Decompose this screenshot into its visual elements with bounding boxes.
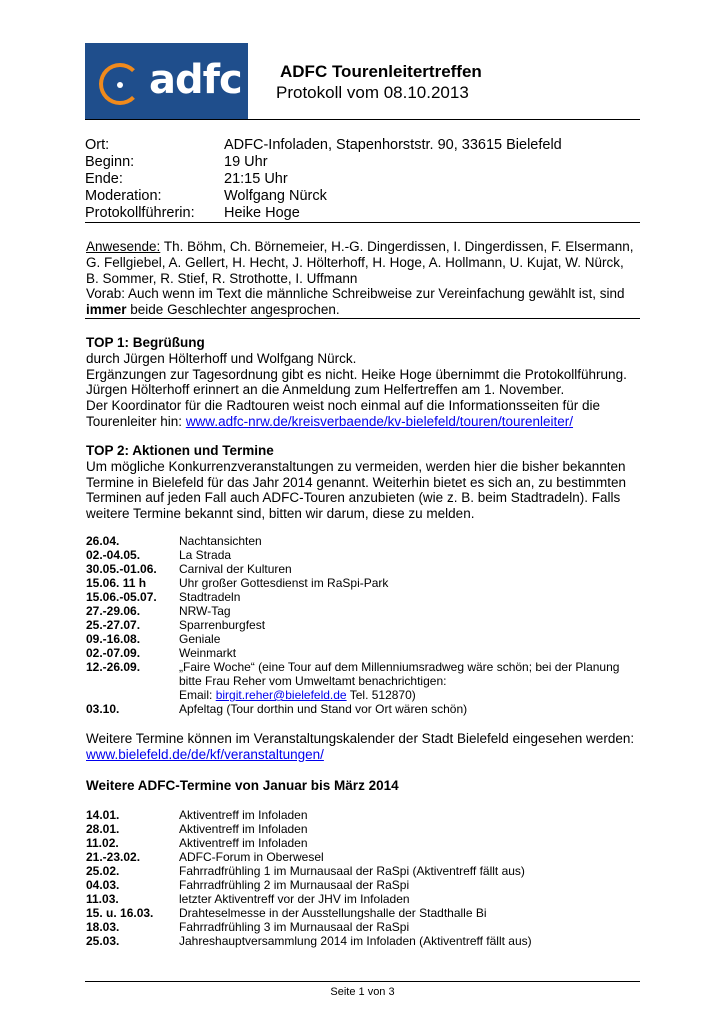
event-text: „Faire Woche“ (eine Tour auf dem Millenniumsradweg wäre schön; bei der Planung [179, 660, 620, 674]
attendees-line: G. Fellgiebel, A. Gellert, H. Hecht, J. Hölterhoff, H. Hoge, A. Hollmann, U. Kujat, W. Nürck, [86, 254, 624, 270]
event-date: 30.05.-01.06. [86, 562, 157, 576]
event-date: 12.-26.09. [86, 660, 141, 674]
top1-line: Ergänzungen zur Tagesordnung gibt es nicht. Heike Hoge übernimmt die Protokollführung. [86, 366, 627, 382]
list-item [86, 864, 532, 878]
meeting-info [85, 137, 562, 222]
event-date: 25.03. [86, 934, 120, 948]
info-row-moderation [85, 188, 562, 205]
top2-section [86, 443, 646, 522]
list-item [86, 878, 532, 892]
list-item [86, 646, 619, 660]
info-label: Moderation: [85, 188, 162, 204]
event-text: Tel. 512870) [346, 688, 416, 702]
disclaimer-line: Vorab: Auch wenn im Text die männliche Schreibweise zur Vereinfachung gewählt ist, sind [86, 286, 625, 302]
event-list [86, 534, 619, 716]
event-text: Jahreshauptversammlung 2014 im Infoladen (Aktiventreff fällt aus) [179, 934, 532, 948]
top2-line: Termine in Bielefeld für das Jahr 2014 genannt. Weiterhin bietet es sich an, zu bestimmten [86, 474, 627, 490]
event-date: 15.06.-05.07. [86, 590, 157, 604]
event-date: 28.01. [86, 822, 120, 836]
event-date: 09.-16.08. [86, 632, 141, 646]
top1-line: durch Jürgen Hölterhoff und Wolfgang Nürck. [86, 350, 357, 366]
list-item [86, 548, 619, 562]
list-item [86, 822, 532, 836]
info-label: Ort: [85, 137, 110, 153]
attendees-line: B. Sommer, R. Stief, R. Strothotte, I. Uffmann [86, 270, 358, 286]
event-date: 15.06. 11 h [86, 576, 147, 590]
event-date: 02.-07.09. [86, 646, 141, 660]
event-date: 25.-27.07. [86, 618, 141, 632]
event-text: Apfeltag (Tour dorthin und Stand vor Ort wären schön) [179, 702, 468, 716]
attendees-section [86, 239, 646, 318]
event-text: Carnival der Kulturen [179, 562, 292, 576]
list-item [86, 590, 619, 604]
top1-section [86, 335, 646, 430]
document-subtitle: Protokoll vom 08.10.2013 [276, 83, 469, 102]
event-date: 11.03. [86, 892, 119, 906]
header-divider [85, 119, 640, 120]
event-text: Fahrradfrühling 1 im Murnausaal der RaSpi (Aktiventreff fällt aus) [179, 864, 525, 878]
top2-line: weitere Termine bekannt sind, bitten wir darum, diese zu melden. [86, 506, 475, 522]
adfc-events-heading: Weitere ADFC-Termine von Januar bis März 2014 [86, 778, 399, 793]
info-label: Beginn: [85, 154, 135, 170]
event-text: Fahrradfrühling 2 im Murnausaal der RaSpi [179, 878, 410, 892]
event-date: 25.02. [86, 864, 120, 878]
info-value: Wolfgang Nürck [224, 188, 327, 204]
top1-line: Tourenleiter hin: [86, 413, 186, 429]
logo-dot-icon [117, 82, 123, 88]
event-text: NRW-Tag [179, 604, 231, 618]
event-text: La Strada [179, 548, 232, 562]
disclaimer-line: beide Geschlechter angesprochen. [126, 302, 340, 318]
event-date: 03.10. [86, 702, 120, 716]
info-divider [85, 222, 640, 223]
list-item-continuation [86, 688, 619, 702]
adfc-logo [85, 43, 248, 119]
event-text: Uhr großer Gottesdienst im RaSpi-Park [179, 576, 389, 590]
attendees-label: Anwesende: [86, 239, 161, 254]
page-number: Seite 1 von 3 [330, 986, 395, 998]
event-text: Geniale [179, 632, 221, 646]
event-date: 27.-29.06. [86, 604, 141, 618]
veranstaltungen-link[interactable]: www.bielefeld.de/de/kf/veranstaltungen/ [86, 746, 324, 762]
info-row-protokoll [85, 205, 562, 222]
info-value: 19 Uhr [224, 154, 268, 170]
event-date: 02.-04.05. [86, 548, 141, 562]
top1-line: Der Koordinator für die Radtouren weist noch einmal auf die Informationsseiten für die [86, 398, 601, 414]
list-item [86, 850, 532, 864]
event-text: Aktiventreff im Infoladen [179, 822, 308, 836]
event-date: 21.-23.02. [86, 850, 141, 864]
document-title: ADFC Tourenleitertreffen [280, 62, 482, 81]
attendees-divider [85, 318, 640, 319]
list-item [86, 576, 619, 590]
list-item [86, 920, 532, 934]
event-text: Fahrradfrühling 3 im Murnausaal der RaSpi [179, 920, 410, 934]
top1-heading: TOP 1: Begrüßung [86, 335, 205, 350]
event-date: 15. u. 16.03. [86, 906, 154, 920]
event-text: Email: [179, 688, 216, 702]
list-item [86, 660, 619, 674]
list-item [86, 892, 532, 906]
event-date: 04.03. [86, 878, 120, 892]
list-item [86, 604, 619, 618]
more-events-line: Weitere Termine können im Veranstaltungskalender der Stadt Bielefeld eingesehen werden: [86, 731, 635, 746]
list-item [86, 934, 532, 948]
adfc-event-list [86, 808, 532, 948]
event-text: Aktiventreff im Infoladen [179, 836, 308, 850]
info-label: Protokollführerin: [85, 205, 195, 221]
email-link[interactable]: birgit.reher@bielefeld.de [215, 688, 347, 702]
list-item [86, 632, 619, 646]
top2-line: Um mögliche Konkurrenzveranstaltungen zu vermeiden, werden hier die bisher bekannten [86, 458, 626, 474]
info-value: ADFC-Infoladen, Stapenhorststr. 90, 33615 Bielefeld [224, 137, 562, 153]
event-date: 11.02. [86, 836, 119, 850]
event-text: Sparrenburgfest [179, 618, 266, 632]
event-text: letzter Aktiventreff vor der JHV im Infoladen [179, 892, 410, 906]
top2-line: Terminen auf jeden Fall auch ADFC-Touren anzubieten (wie z. B. beim Stadtradeln). Falls [86, 490, 621, 506]
info-row-beginn [85, 154, 562, 171]
top1-line: Jürgen Hölterhoff erinnert an die Anmeldung zum Helfertreffen am 1. November. [86, 382, 565, 398]
footer-divider [85, 981, 640, 982]
top2-heading: TOP 2: Aktionen und Termine [86, 443, 274, 458]
attendees-line: Th. Böhm, Ch. Börnemeier, H.-G. Dingerdissen, I. Dingerdissen, F. Elsermann, [160, 239, 634, 254]
event-text: Weinmarkt [179, 646, 237, 660]
disclaimer-emphasis: immer [86, 302, 127, 318]
list-item [86, 562, 619, 576]
event-text: Aktiventreff im Infoladen [179, 808, 308, 822]
info-value: 21:15 Uhr [224, 171, 288, 187]
info-label: Ende: [85, 171, 123, 187]
event-date: 18.03. [86, 920, 120, 934]
info-row-ende [85, 171, 562, 188]
list-item [86, 906, 532, 920]
info-value: Heike Hoge [224, 205, 300, 221]
event-date: 14.01. [86, 808, 120, 822]
event-text: bitte Frau Reher vom Umweltamt benachrichtigen: [179, 674, 447, 688]
list-item [86, 702, 619, 716]
more-events-section [86, 731, 646, 763]
event-text: ADFC-Forum in Oberwesel [179, 850, 324, 864]
logo-text: adfc [149, 57, 242, 103]
info-row-ort [85, 137, 562, 154]
tourenleiter-link[interactable]: www.adfc-nrw.de/kreisverbaende/kv-bielefeld/touren/tourenleiter/ [185, 413, 574, 429]
list-item [86, 534, 619, 548]
list-item [86, 808, 532, 822]
event-text: Drahteselmesse in der Ausstellungshalle der Stadthalle Bi [179, 906, 487, 920]
list-item [86, 836, 532, 850]
list-item-continuation [86, 674, 619, 688]
event-date: 26.04. [86, 534, 120, 548]
event-text: Stadtradeln [179, 590, 241, 604]
event-text: Nachtansichten [179, 534, 262, 548]
list-item [86, 618, 619, 632]
